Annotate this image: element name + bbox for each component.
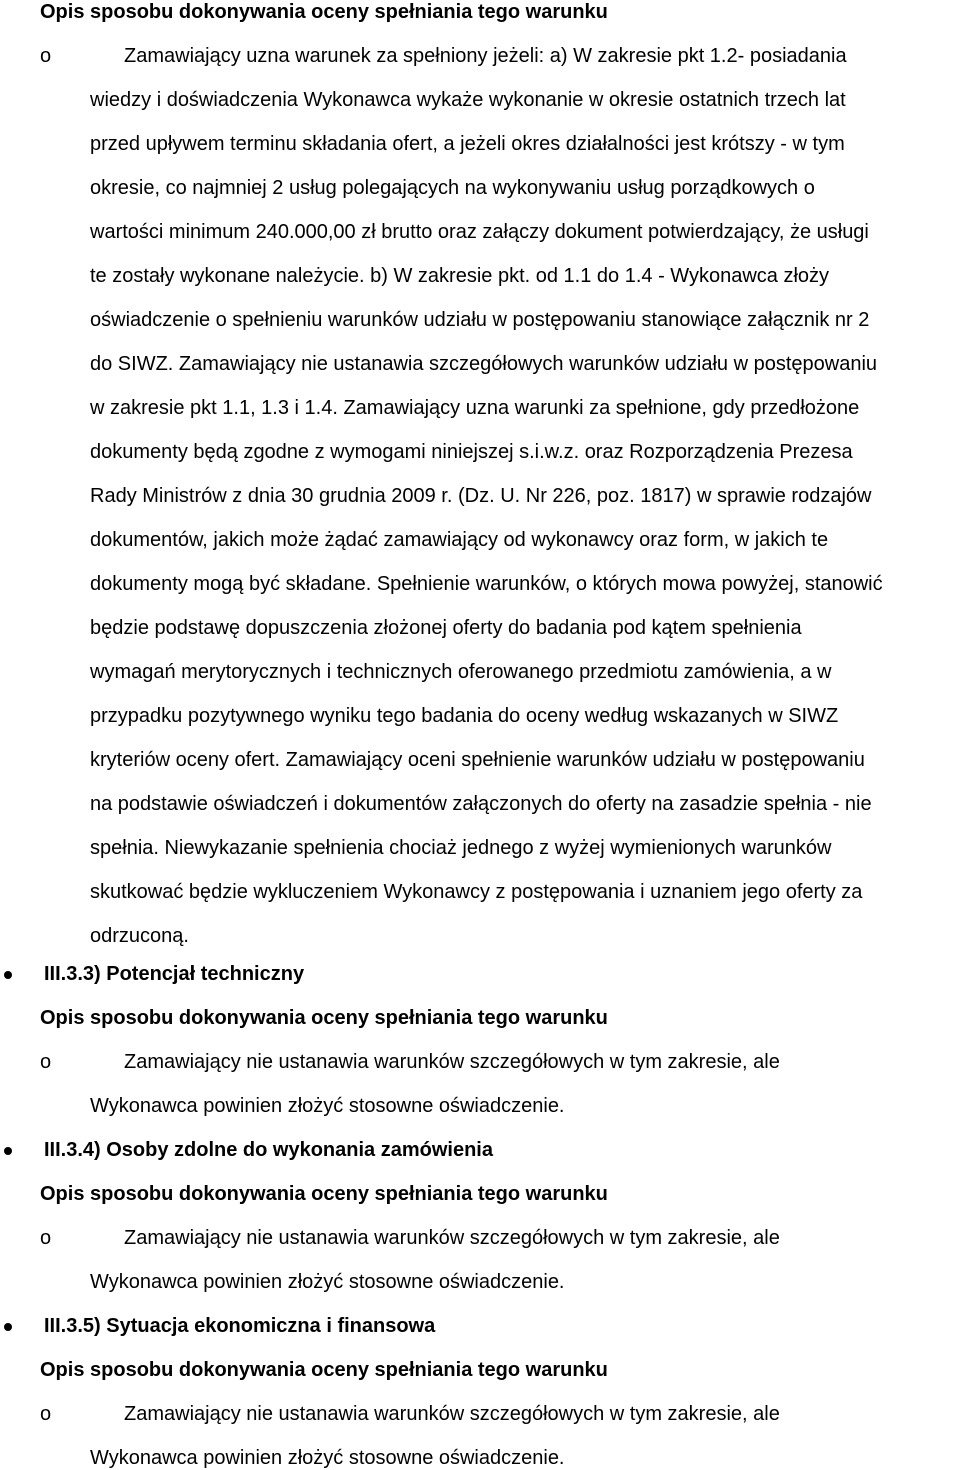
- paragraph-line: wymagań merytorycznych i technicznych oferowanego przedmiotu zamówienia, a w: [90, 661, 832, 683]
- paragraph-line: Zamawiający nie ustanawia warunków szczegółowych w tym zakresie, ale: [124, 1227, 780, 1249]
- paragraph-line: wartości minimum 240.000,00 zł brutto oraz załączy dokument potwierdzający, że usługi: [90, 221, 869, 243]
- paragraph-line: dokumentów, jakich może żądać zamawiający od wykonawcy oraz form, w jakich te: [90, 529, 829, 551]
- section-title: III.3.5) Sytuacja ekonomiczna i finansowa: [44, 1315, 436, 1337]
- paragraph-line: w zakresie pkt 1.1, 1.3 i 1.4. Zamawiający uzna warunki za spełnione, gdy przedłożone: [90, 397, 860, 419]
- paragraph-line: będzie podstawę dopuszczenia złożonej oferty do badania pod kątem spełnienia: [90, 617, 802, 639]
- paragraph-line: Zamawiający nie ustanawia warunków szczegółowych w tym zakresie, ale: [124, 1403, 780, 1425]
- list-marker: o: [40, 1051, 52, 1073]
- bullet-icon: [4, 1147, 12, 1155]
- bullet-icon: [4, 971, 12, 979]
- paragraph-line: kryteriów oceny ofert. Zamawiający oceni spełnienie warunków udziału w postępowaniu: [90, 749, 865, 771]
- section-heading: Opis sposobu dokonywania oceny spełniania tego warunku: [40, 1359, 608, 1381]
- paragraph-line: przed upływem terminu składania ofert, a jeżeli okres działalności jest krótszy - w tym: [90, 133, 845, 155]
- list-marker: o: [40, 1403, 52, 1425]
- paragraph-line: te zostały wykonane należycie. b) W zakresie pkt. od 1.1 do 1.4 - Wykonawca złoży: [90, 265, 830, 287]
- paragraph-line: Wykonawca powinien złożyć stosowne oświadczenie.: [90, 1271, 565, 1293]
- section-heading: Opis sposobu dokonywania oceny spełniania tego warunku: [40, 1183, 608, 1205]
- paragraph-line: dokumenty będą zgodne z wymogami niniejszej s.i.w.z. oraz Rozporządzenia Prezesa: [90, 441, 853, 463]
- paragraph-line: do SIWZ. Zamawiający nie ustanawia szczegółowych warunków udziału w postępowaniu: [90, 353, 878, 375]
- paragraph-line: Zamawiający uzna warunek za spełniony jeżeli: a) W zakresie pkt 1.2- posiadania: [124, 45, 847, 67]
- paragraph-line: odrzuconą.: [90, 925, 189, 947]
- section-heading: Opis sposobu dokonywania oceny spełniania tego warunku: [40, 1, 608, 23]
- paragraph-line: Rady Ministrów z dnia 30 grudnia 2009 r. (Dz. U. Nr 226, poz. 1817) w sprawie rodzajów: [90, 485, 872, 507]
- section-title: III.3.3) Potencjał techniczny: [44, 963, 305, 985]
- paragraph-line: dokumenty mogą być składane. Spełnienie warunków, o których mowa powyżej, stanowić: [90, 573, 883, 595]
- paragraph-line: skutkować będzie wykluczeniem Wykonawcy z postępowania i uznaniem jego oferty za: [90, 881, 863, 903]
- list-marker: o: [40, 45, 52, 67]
- paragraph-line: przypadku pozytywnego wyniku tego badania do oceny według wskazanych w SIWZ: [90, 705, 839, 727]
- paragraph-line: na podstawie oświadczeń i dokumentów załączonych do oferty na zasadzie spełnia - nie: [90, 793, 872, 815]
- paragraph-line: oświadczenie o spełnieniu warunków udziału w postępowaniu stanowiące załącznik nr 2: [90, 309, 870, 331]
- paragraph-line: Wykonawca powinien złożyć stosowne oświadczenie.: [90, 1095, 565, 1117]
- bullet-icon: [4, 1323, 12, 1331]
- section-title: III.3.4) Osoby zdolne do wykonania zamówienia: [44, 1139, 493, 1161]
- paragraph-line: okresie, co najmniej 2 usług polegających na wykonywaniu usług porządkowych o: [90, 177, 815, 199]
- list-marker: o: [40, 1227, 52, 1249]
- paragraph-line: spełnia. Niewykazanie spełnienia chociaż jednego z wyżej wymienionych warunków: [90, 837, 832, 859]
- paragraph-line: Zamawiający nie ustanawia warunków szczegółowych w tym zakresie, ale: [124, 1051, 780, 1073]
- paragraph-line: Wykonawca powinien złożyć stosowne oświadczenie.: [90, 1447, 565, 1469]
- section-heading: Opis sposobu dokonywania oceny spełniania tego warunku: [40, 1007, 608, 1029]
- paragraph-line: wiedzy i doświadczenia Wykonawca wykaże wykonanie w okresie ostatnich trzech lat: [90, 89, 846, 111]
